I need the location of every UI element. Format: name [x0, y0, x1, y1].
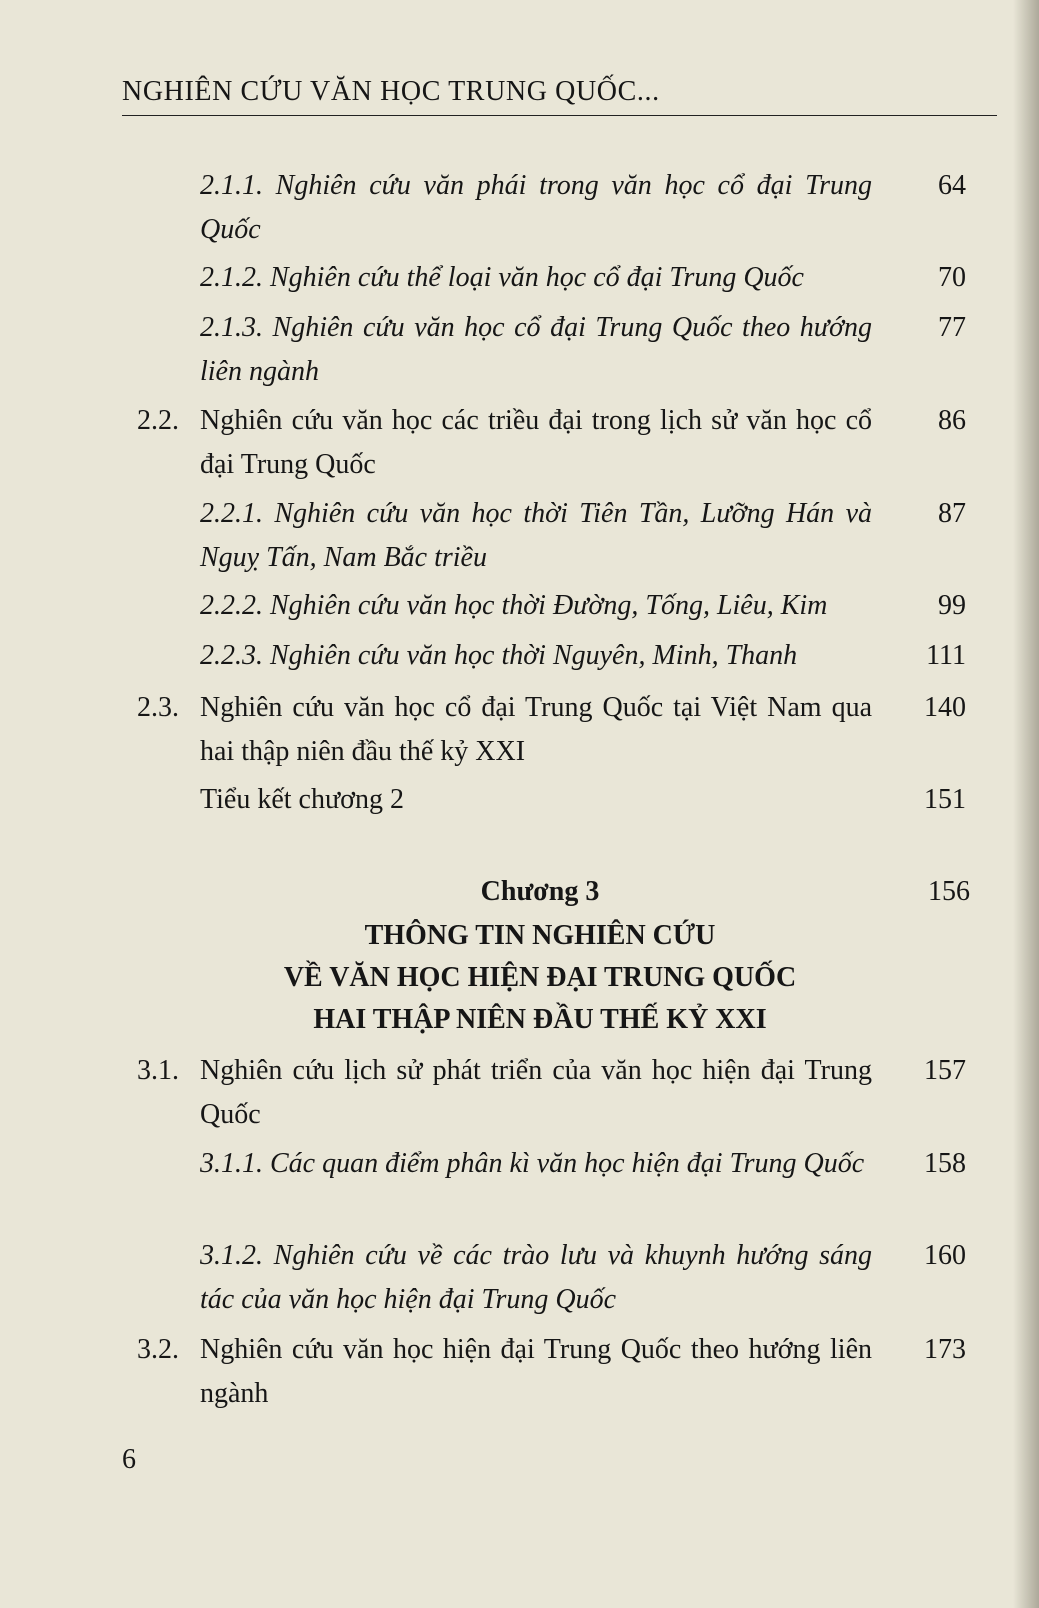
toc-entry-text: 2.1.2. Nghiên cứu thể loại văn học cổ đại Trung Quốc — [200, 262, 804, 293]
toc-entry-chapter-summary — [0, 778, 1039, 824]
toc-entry-text: 2.1.3. Nghiên cứu văn học cổ đại Trung Quốc theo hướng liên ngành — [200, 312, 872, 387]
toc-entry-text: 2.1.1. Nghiên cứu văn phái trong văn học cổ đại Trung Quốc — [200, 170, 872, 245]
toc-entry-3-2 — [0, 1328, 1039, 1418]
toc-entry-text: 2.2.1. Nghiên cứu văn học thời Tiên Tần, Lưỡng Hán và Nguỵ Tấn, Nam Bắc triều — [200, 498, 872, 573]
toc-entry-page: 111 — [926, 640, 966, 671]
toc-entry-2-2-1 — [0, 492, 1039, 582]
toc-entry-page: 77 — [938, 312, 966, 343]
header-rule — [122, 115, 997, 116]
toc-entry-text: 3.1.2. Nghiên cứu về các trào lưu và khuynh hướng sáng tác của văn học hiện đại Trung Quốc — [200, 1240, 872, 1315]
toc-entry-page: 64 — [938, 170, 966, 201]
toc-entry-page: 173 — [924, 1334, 966, 1365]
page-number: 6 — [122, 1444, 136, 1475]
toc-entry-page: 157 — [924, 1055, 966, 1086]
toc-entry-number: 3.2. — [137, 1334, 179, 1365]
toc-entry-text: Nghiên cứu lịch sử phát triển của văn học hiện đại Trung Quốc — [200, 1055, 872, 1130]
chapter-label: Chương 3 — [480, 876, 600, 907]
toc-entry-text: Nghiên cứu văn học cổ đại Trung Quốc tại Việt Nam qua hai thập niên đầu thế kỷ XXI — [200, 692, 872, 767]
toc-entry-page: 99 — [938, 590, 966, 621]
toc-entry-text: Nghiên cứu văn học hiện đại Trung Quốc theo hướng liên ngành — [200, 1334, 872, 1409]
toc-entry-page: 158 — [924, 1148, 966, 1179]
toc-entry-text: Nghiên cứu văn học các triều đại trong lịch sử văn học cổ đại Trung Quốc — [200, 405, 872, 480]
toc-entry-number: 2.3. — [137, 692, 179, 723]
running-header: NGHIÊN CỨU VĂN HỌC TRUNG QUỐC... — [122, 76, 660, 107]
toc-entry-2-3 — [0, 686, 1039, 776]
toc-entry-text: Tiểu kết chương 2 — [200, 784, 404, 815]
toc-entry-2-1-3 — [0, 306, 1039, 396]
toc-entry-text: 3.1.1. Các quan điểm phân kì văn học hiện đại Trung Quốc — [200, 1148, 865, 1179]
toc-entry-3-1 — [0, 1049, 1039, 1139]
chapter-title-line-2: VỀ VĂN HỌC HIỆN ĐẠI TRUNG QUỐC — [283, 962, 797, 993]
chapter-page: 156 — [928, 876, 970, 907]
toc-entry-2-2-3 — [0, 634, 1039, 680]
toc-entry-text: 2.2.2. Nghiên cứu văn học thời Đường, Tống, Liêu, Kim — [200, 590, 828, 621]
toc-entry-2-2-2 — [0, 584, 1039, 630]
toc-entry-page: 151 — [924, 784, 966, 815]
toc-entry-page: 140 — [924, 692, 966, 723]
toc-entry-2-1-1 — [0, 164, 1039, 254]
toc-entry-3-1-1 — [0, 1142, 1039, 1232]
toc-entry-page: 160 — [924, 1240, 966, 1271]
toc-entry-3-1-2 — [0, 1234, 1039, 1324]
toc-entry-text: 2.2.3. Nghiên cứu văn học thời Nguyên, Minh, Thanh — [200, 640, 798, 671]
toc-entry-2-2 — [0, 399, 1039, 489]
toc-entry-page: 87 — [938, 498, 966, 529]
toc-entry-2-1-2 — [0, 256, 1039, 302]
chapter-title-line-1: THÔNG TIN NGHIÊN CỨU — [364, 920, 716, 951]
toc-entry-page: 86 — [938, 405, 966, 436]
toc-entry-number: 3.1. — [137, 1055, 179, 1086]
toc-entry-page: 70 — [938, 262, 966, 293]
chapter-title-line-3: HAI THẬP NIÊN ĐẦU THẾ KỶ XXI — [313, 1004, 767, 1035]
toc-entry-number: 2.2. — [137, 405, 179, 436]
